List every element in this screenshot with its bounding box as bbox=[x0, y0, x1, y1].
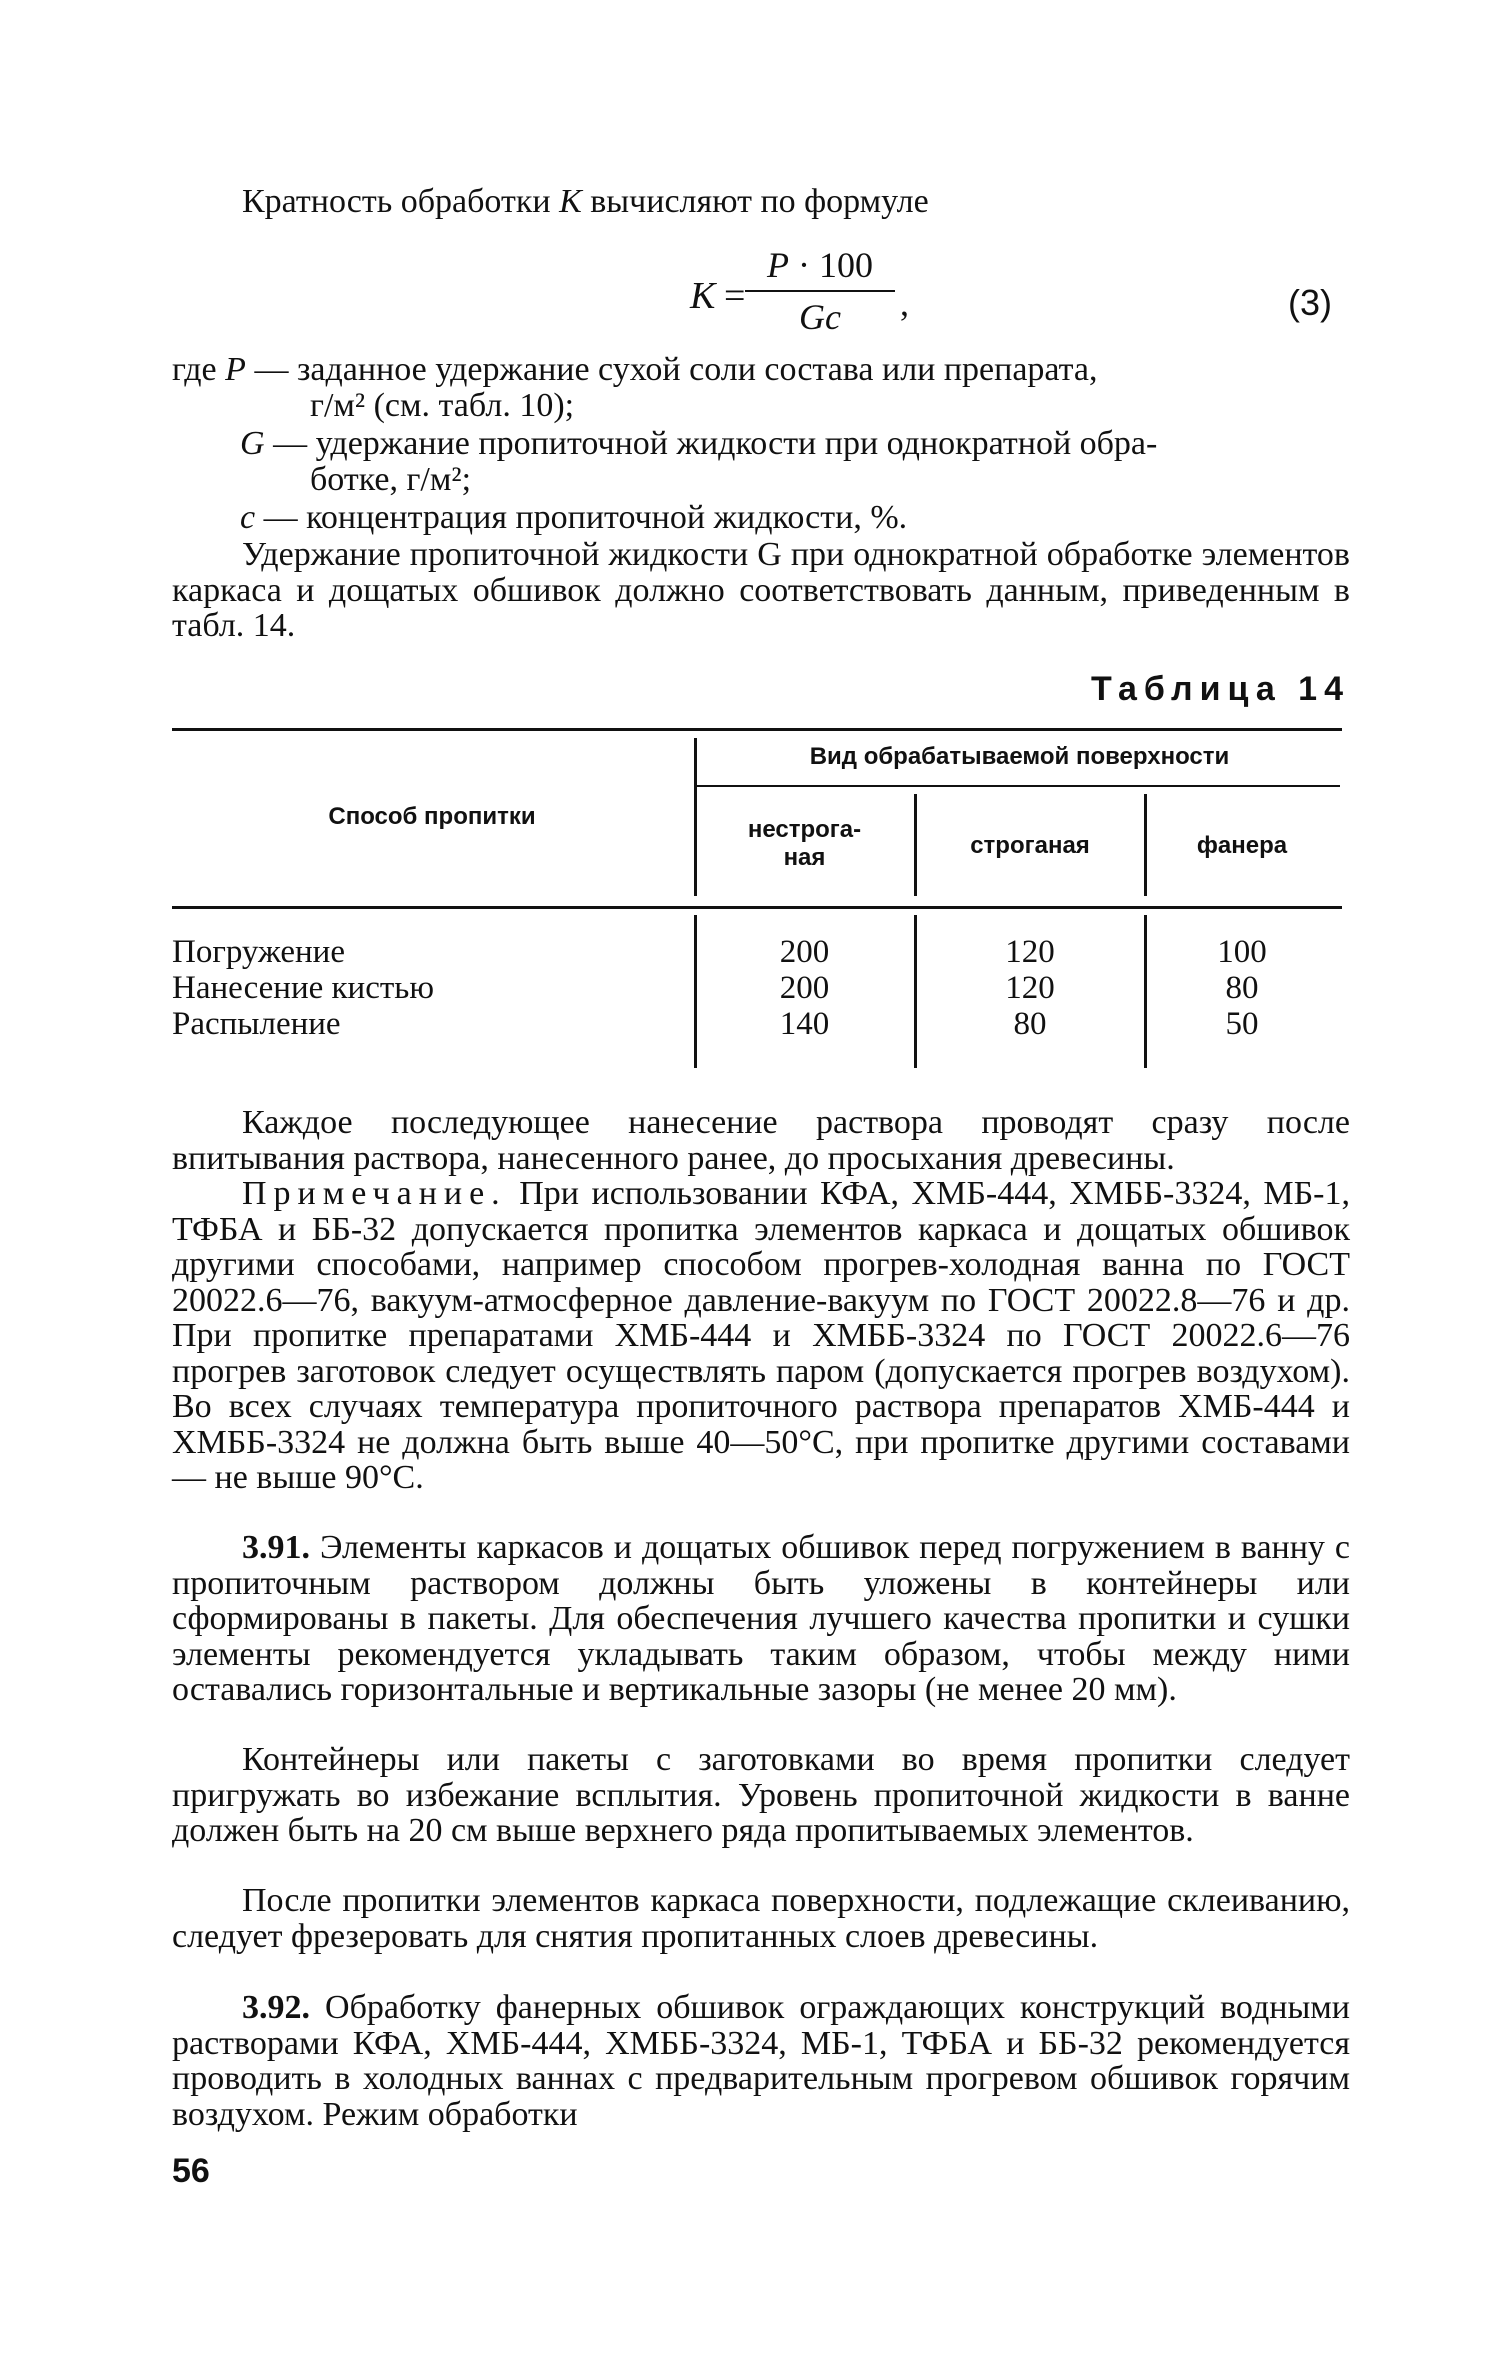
header-unplaned bbox=[697, 816, 912, 872]
row-method: Нанесение кистью bbox=[172, 970, 434, 1006]
clause-3-92 bbox=[172, 1990, 1350, 2132]
row-value: 200 bbox=[779, 970, 830, 1006]
formula-denominator: Gc bbox=[799, 297, 841, 337]
formula-numerator-rest: · 100 bbox=[789, 245, 873, 285]
paragraph-containers: Контейнеры или пакеты с заготовками во время пропитки следует пригружать во избежание всплытия. Уровень пропиточной жидкости в ванне должен быть на 20 см выше верхнего ряда пропитываемых элементов. bbox=[172, 1741, 1350, 1849]
note-text: При использовании КФА, ХМБ-444, ХМББ-3324, МБ-1, ТФБА и ББ-32 допускается пропитка элементов каркаса и дощатых обшивок другими способами, например способом прогрев-холодная ванна по ГОСТ 20022.6—76, вакуум-атмосферное давление-вакуум по ГОСТ 20022.8—76 и др. При пропитке препаратами ХМБ-444 и ХМББ-3324 по ГОСТ 20022.6—76 прогрев заготовок следует осуществлять паром (допускается прогрев воздухом). Во всех случаях температура пропиточного раствора препаратов ХМБ-444 и ХМББ-3324 не должна быть выше 40—50°С, при пропитке другими составами — не выше 90°С. bbox=[172, 1175, 1350, 1496]
clause-text: Элементы каркасов и дощатых обшивок перед погружением в ванну с пропиточным раствором должны быть уложены в контейнеры или сформированы в пакеты. Для обеспечения лучшего качества пропитки и сушки элементы рекомендуется укладывать таким образом, чтобы между ними оставались горизонтальные и вертикальные зазоры (не менее 20 мм). bbox=[172, 1529, 1350, 1708]
formula-numerator-var: P bbox=[767, 245, 789, 285]
intro-line bbox=[242, 184, 1350, 220]
definition-p bbox=[172, 352, 1350, 423]
header-surface-group: Вид обрабатываемой поверхности bbox=[809, 743, 1230, 770]
definition-prefix: где bbox=[172, 351, 226, 388]
row-value: 200 bbox=[779, 934, 830, 970]
definition-g bbox=[240, 426, 1350, 497]
definition-symbol: P bbox=[225, 351, 246, 388]
row-value: 50 bbox=[1225, 1006, 1259, 1042]
row-value: 140 bbox=[779, 1006, 830, 1042]
definition-line2: ботке, г/м²; bbox=[310, 460, 472, 498]
paragraph-after-impregnation: После пропитки элементов каркаса поверхности, подлежащие склеиванию, следует фрезеровать для снятия пропитанных слоев древесины. bbox=[172, 1882, 1350, 1955]
intro-text-before: Кратность обработки bbox=[242, 183, 560, 220]
row-value: 120 bbox=[1005, 970, 1055, 1006]
definition-line1: — заданное удержание сухой соли состава или препарата, bbox=[245, 351, 1098, 388]
table-header-rule bbox=[172, 906, 1342, 909]
clause-number: 3.91. bbox=[242, 1529, 310, 1566]
note-label: Примечание. bbox=[242, 1175, 507, 1212]
definition-line1: — концентрация пропиточной жидкости, %. bbox=[255, 499, 908, 536]
data-table bbox=[172, 728, 1342, 1068]
table-group-rule bbox=[695, 785, 1340, 787]
row-value: 100 bbox=[1217, 934, 1267, 970]
row-value: 120 bbox=[1005, 934, 1055, 970]
clause-3-91 bbox=[172, 1530, 1350, 1708]
header-plywood: фанера bbox=[1196, 832, 1288, 859]
table-top-rule bbox=[172, 728, 1342, 731]
formula-comma: , bbox=[900, 283, 909, 323]
header-unplaned-line1: нестрога- bbox=[747, 816, 862, 843]
definition-symbol: G bbox=[240, 425, 265, 462]
paragraph-retention: Удержание пропиточной жидкости G при однократной обработке элементов каркаса и дощатых обшивок должно соответствовать данным, приведенным в табл. 14. bbox=[172, 536, 1350, 644]
paragraph-each-application: Каждое последующее нанесение раствора проводят сразу после впитывания раствора, нанесенного ранее, до просыхания древесины. bbox=[172, 1104, 1350, 1177]
fraction-bar bbox=[745, 290, 895, 292]
note-paragraph bbox=[172, 1176, 1350, 1496]
intro-text-after: вычисляют по формуле bbox=[581, 183, 929, 220]
definition-line2: г/м² (см. табл. 10); bbox=[310, 386, 575, 424]
formula-lhs: K bbox=[690, 275, 716, 317]
formula-numerator bbox=[745, 244, 895, 286]
intro-variable: K bbox=[559, 183, 582, 220]
clause-text: Обработку фанерных обшивок ограждающих конструкций водными растворами КФА, ХМБ-444, ХМББ-3324, МБ-1, ТФБА и ББ-32 рекомендуется проводить в холодных ваннах с предварительным прогревом обшивок горячим воздухом. Режим обработки bbox=[172, 1989, 1350, 2133]
row-value: 80 bbox=[1013, 1006, 1047, 1042]
header-planed: строганая bbox=[970, 832, 1090, 859]
header-method: Способ пропитки bbox=[328, 803, 536, 830]
formula-equals: = bbox=[724, 275, 746, 317]
definition-symbol: c bbox=[240, 499, 256, 536]
definition-c bbox=[240, 500, 1350, 536]
clause-number: 3.92. bbox=[242, 1989, 310, 2026]
header-unplaned-line2: ная bbox=[783, 844, 826, 871]
row-method: Распыление bbox=[172, 1006, 341, 1042]
table-caption: Таблица 14 bbox=[1091, 670, 1350, 708]
formula bbox=[690, 244, 930, 344]
page-number: 56 bbox=[172, 2152, 210, 2190]
row-value: 80 bbox=[1225, 970, 1259, 1006]
row-method: Погружение bbox=[172, 934, 345, 970]
equation-number: (3) bbox=[1288, 282, 1332, 323]
definition-line1: — удержание пропиточной жидкости при однократной обра- bbox=[264, 425, 1158, 462]
